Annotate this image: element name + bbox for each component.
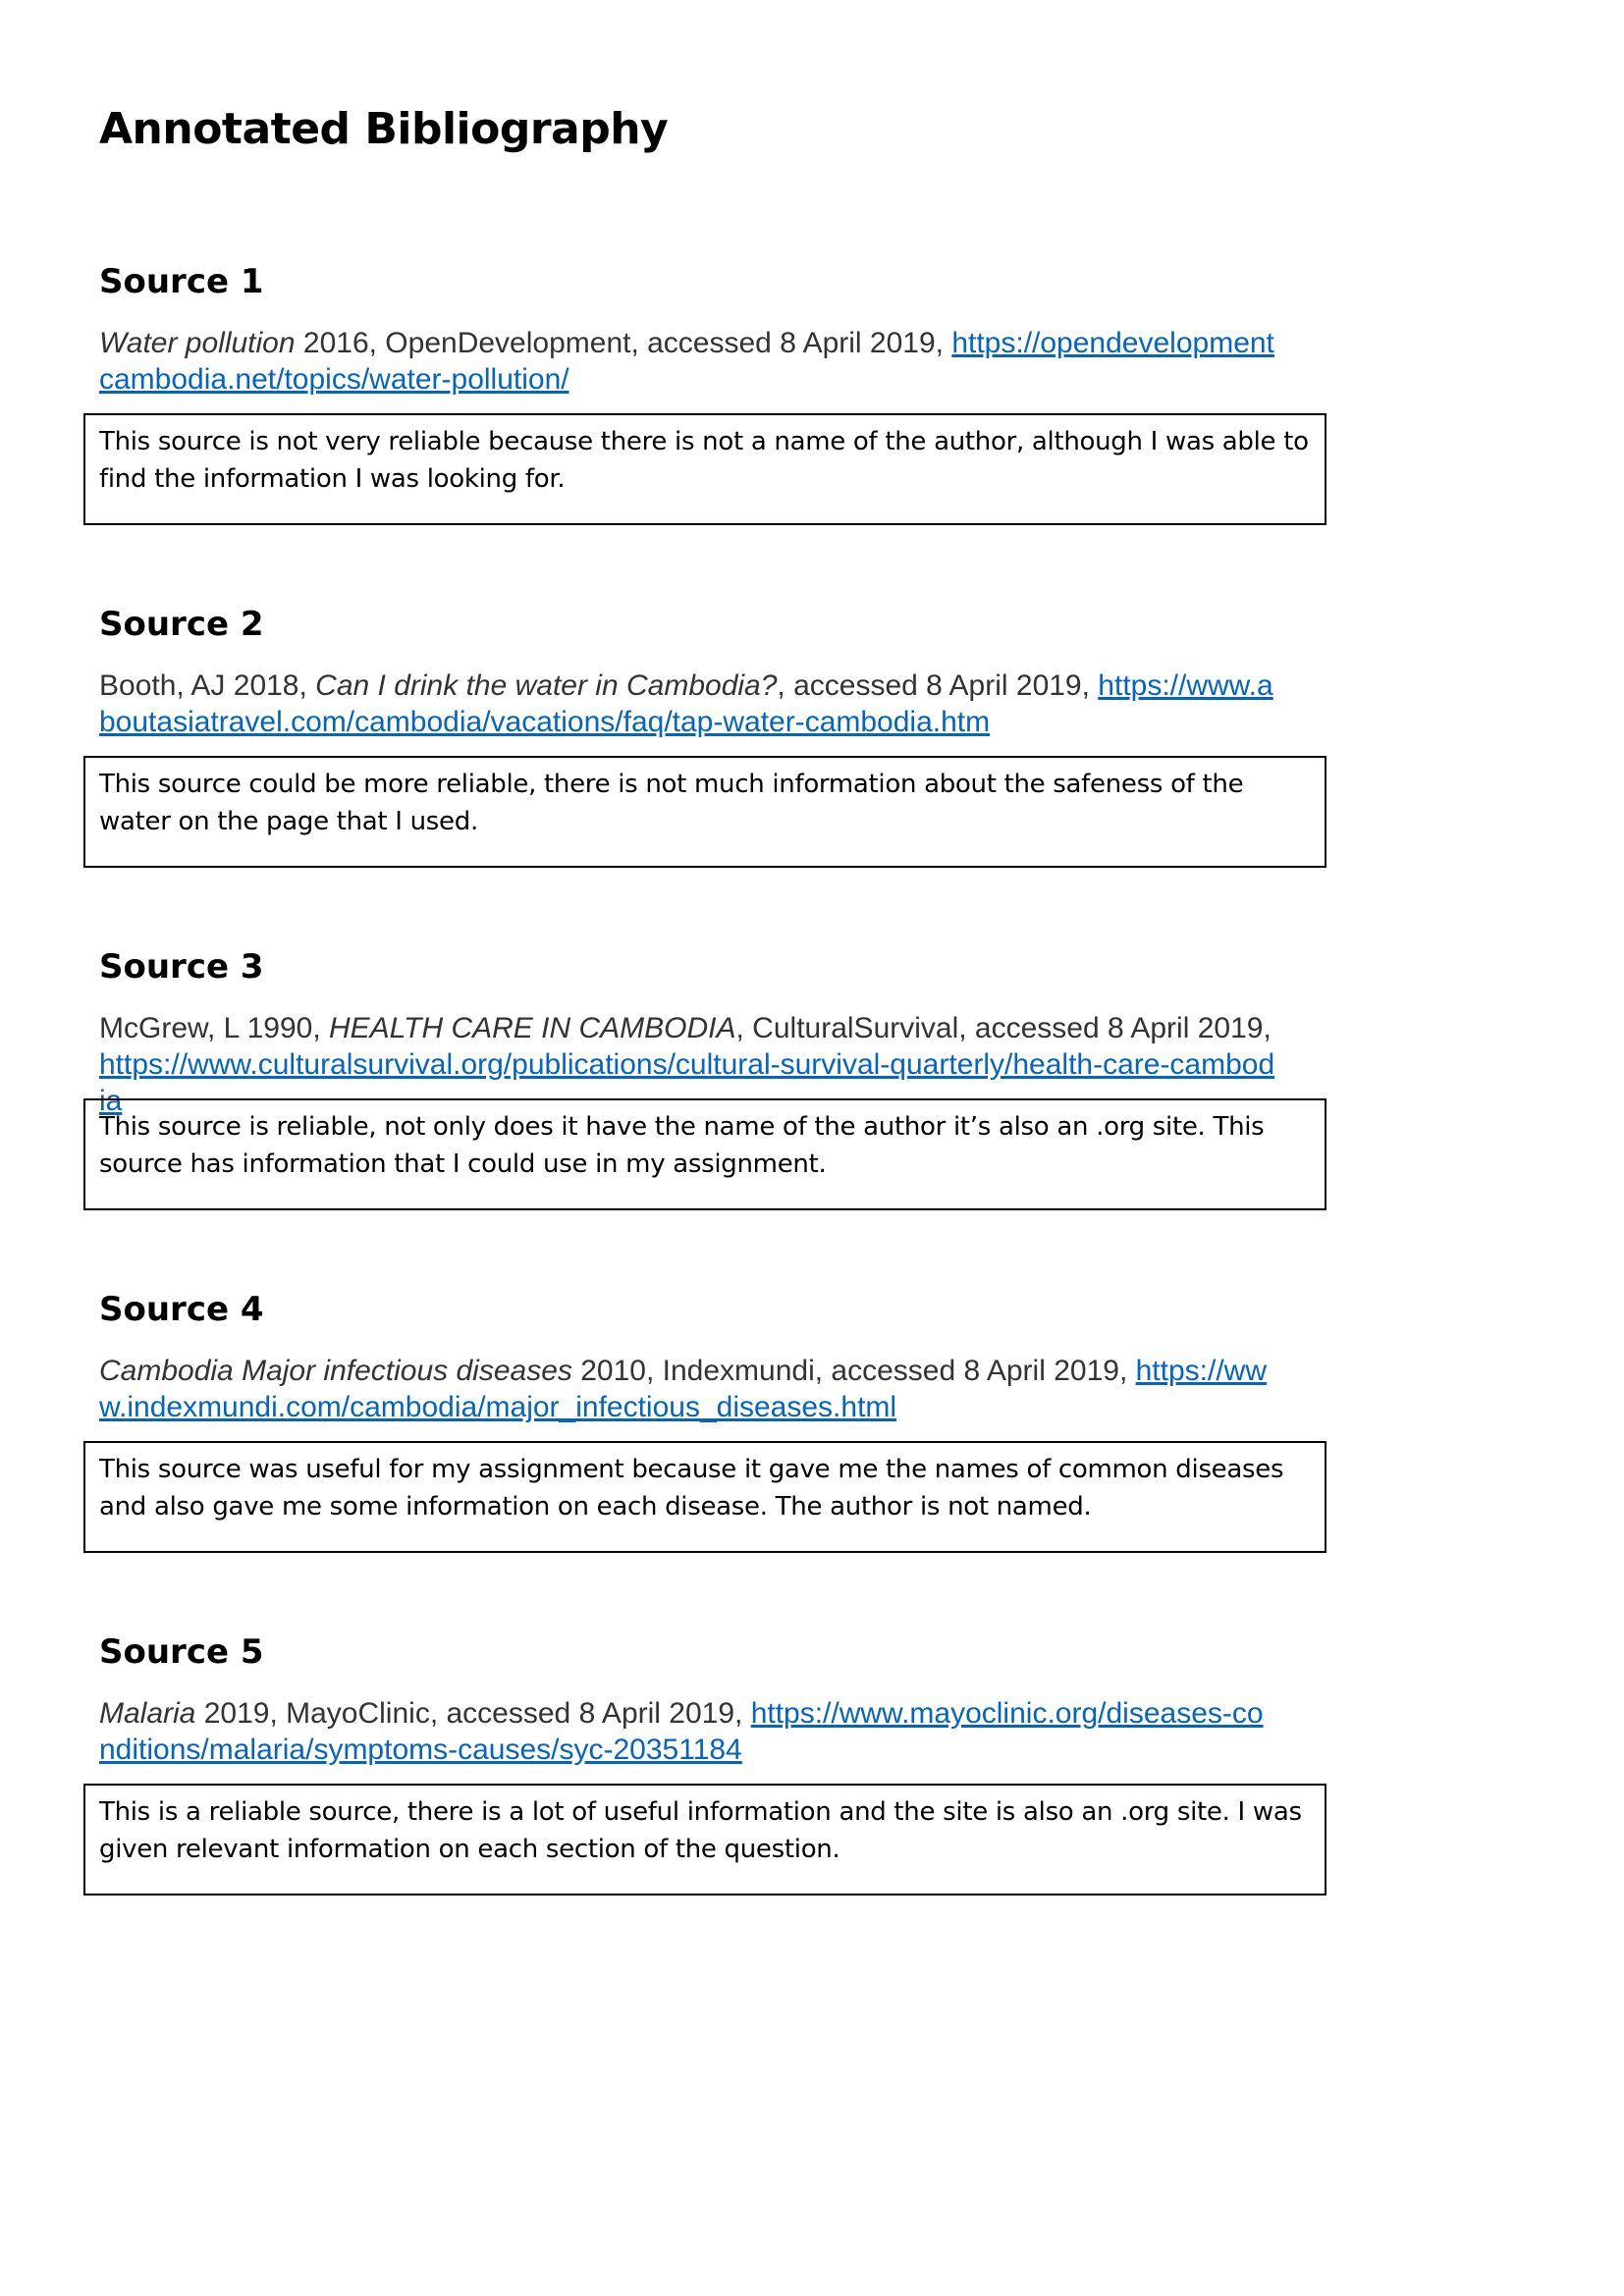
citation-work-title: HEALTH CARE IN CAMBODIA <box>329 1012 736 1044</box>
citation-work-title: Can I drink the water in Cambodia? <box>315 669 778 702</box>
citation-authors: Booth, AJ 2018, <box>99 669 316 702</box>
source-heading: Source 3 <box>99 947 264 987</box>
citation <box>99 667 1277 740</box>
citation-url-link[interactable]: https://opendevelopmentcambodia.net/topics/water-pollution/ <box>99 327 1274 396</box>
citation-work-title: Water pollution <box>99 327 296 359</box>
citation <box>99 1695 1277 1768</box>
citation-url-link[interactable]: https://www.indexmundi.com/cambodia/major_infectious_diseases.html <box>99 1355 1267 1423</box>
citation-details: 2016, OpenDevelopment, accessed 8 April 2019, <box>295 327 952 359</box>
citation-details: 2019, MayoClinic, accessed 8 April 2019, <box>195 1697 751 1730</box>
annotation-box <box>83 1784 1326 1896</box>
annotation-box <box>83 413 1326 525</box>
annotation-box <box>83 1098 1326 1210</box>
annotation-text: This source could be more reliable, there is not much information about the safeness of the water on the page that I used. <box>99 770 1244 836</box>
citation-url-link[interactable]: https://www.mayoclinic.org/diseases-conditions/malaria/symptoms-causes/syc-20351184 <box>99 1697 1264 1766</box>
source-heading: Source 2 <box>99 605 264 644</box>
annotation-text: This is a reliable source, there is a lot of useful information and the site is also an .org site. I was given relevant information on each section of the question. <box>99 1797 1302 1864</box>
source-heading: Source 5 <box>99 1632 264 1672</box>
citation-url-link[interactable]: https://www.aboutasiatravel.com/cambodia/vacations/faq/tap-water-cambodia.htm <box>99 669 1273 738</box>
citation <box>99 1353 1277 1425</box>
citation-details: , CulturalSurvival, accessed 8 April 2019, <box>735 1012 1272 1044</box>
annotation-text: This source is reliable, not only does it have the name of the author it’s also an .org site. This source has information that I could use in my assignment. <box>99 1112 1265 1179</box>
annotation-text: This source is not very reliable because there is not a name of the author, although I was able to find the information I was looking for. <box>99 427 1309 494</box>
annotation-text: This source was useful for my assignment because it gave me the names of common diseases and also gave me some information on each disease. The author is not named. <box>99 1455 1284 1522</box>
page-title: Annotated Bibliography <box>99 104 669 154</box>
source-heading: Source 4 <box>99 1290 264 1329</box>
citation-details: , accessed 8 April 2019, <box>777 669 1099 702</box>
citation-authors: McGrew, L 1990, <box>99 1012 329 1044</box>
annotation-box <box>83 756 1326 868</box>
source-heading: Source 1 <box>99 262 264 301</box>
citation <box>99 325 1277 398</box>
citation-work-title: Cambodia Major infectious diseases <box>99 1355 572 1387</box>
annotation-box <box>83 1441 1326 1553</box>
citation-url-link[interactable]: https://www.culturalsurvival.org/publications/cultural-survival-quarterly/health-care-cambodia <box>99 1048 1275 1117</box>
citation-details: 2010, Indexmundi, accessed 8 April 2019, <box>571 1355 1136 1387</box>
citation-work-title: Malaria <box>99 1697 196 1730</box>
